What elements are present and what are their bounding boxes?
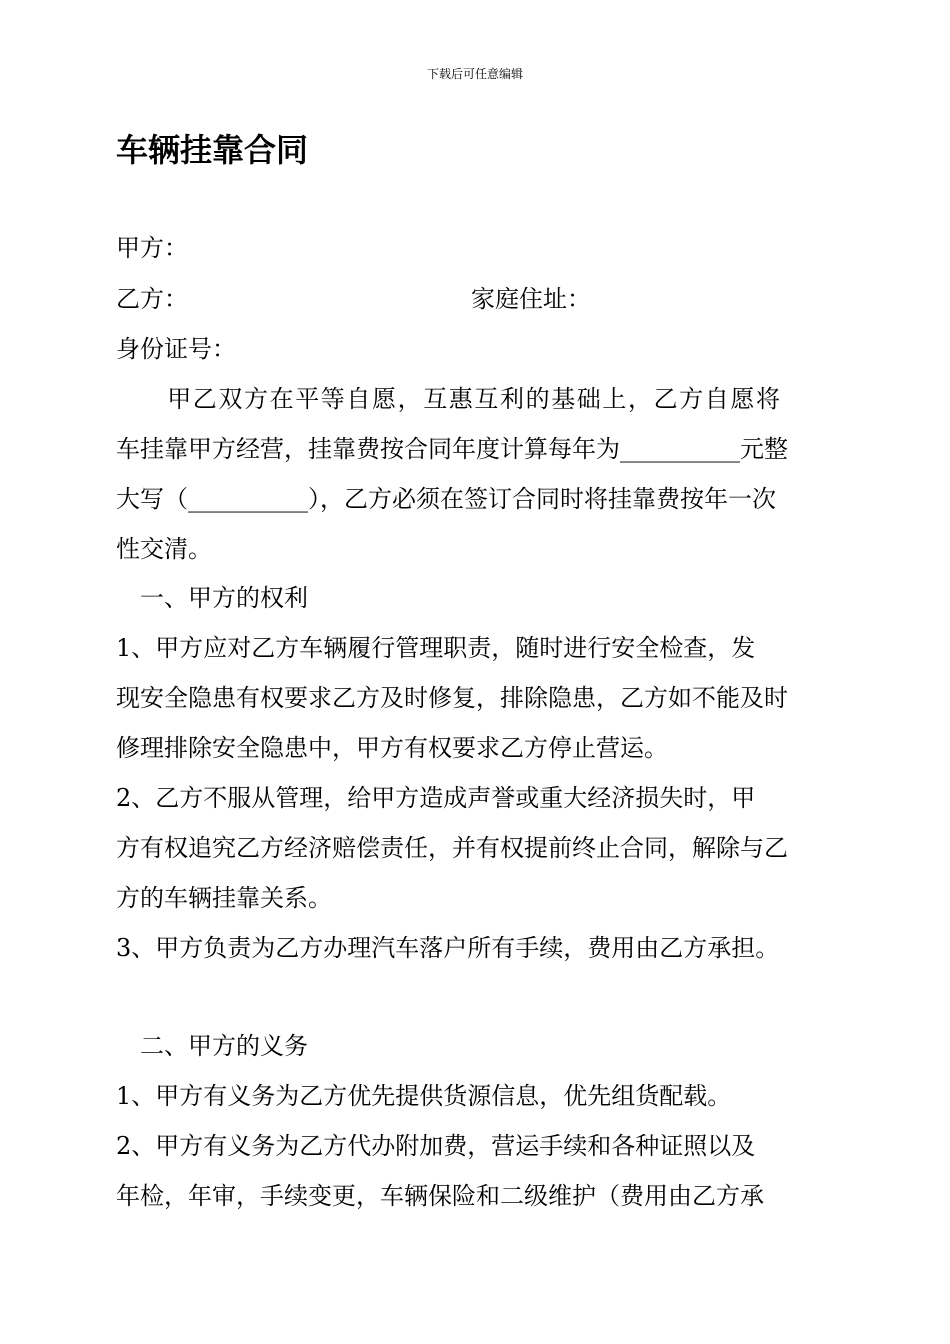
id-number-label: 身份证号： xyxy=(116,335,236,363)
party-a-label: 甲方： xyxy=(116,234,188,262)
home-address-label: 家庭住址： xyxy=(471,285,591,313)
intro-line: 甲乙双方在平等自愿，互惠互利的基础上，乙方自愿将 xyxy=(116,385,782,413)
clause-line: 方有权追究乙方经济赔偿责任，并有权提前终止合同，解除与乙 xyxy=(116,834,788,862)
clause-line: 3、甲方负责为乙方办理汽车落户所有手续，费用由乙方承担。 xyxy=(116,934,780,962)
clause-line: 修理排除安全隐患中，甲方有权要求乙方停止营运。 xyxy=(116,734,668,762)
section-heading: 二、甲方的义务 xyxy=(116,1032,308,1060)
clause-line: 1、甲方有义务为乙方优先提供货源信息，优先组货配载。 xyxy=(116,1082,732,1110)
intro-line: 车挂靠甲方经营，挂靠费按合同年度计算每年为__________元整 xyxy=(116,435,788,463)
intro-line: 大写（__________），乙方必须在签订合同时将挂靠费按年一次 xyxy=(116,485,776,513)
clause-line: 1、甲方应对乙方车辆履行管理职责，随时进行安全检查，发 xyxy=(116,634,756,662)
clause-line: 年检，年审，手续变更，车辆保险和二级维护（费用由乙方承 xyxy=(116,1182,764,1210)
section-heading: 一、甲方的权利 xyxy=(116,584,308,612)
page-header-note: 下载后可任意编辑 xyxy=(426,67,523,81)
document-title: 车辆挂靠合同 xyxy=(116,131,309,169)
party-b-label: 乙方： xyxy=(116,285,188,313)
clause-line: 2、乙方不服从管理，给甲方造成声誉或重大经济损失时，甲 xyxy=(116,784,756,812)
clause-line: 现安全隐患有权要求乙方及时修复，排除隐患，乙方如不能及时 xyxy=(116,684,788,712)
clause-line: 方的车辆挂靠关系。 xyxy=(116,884,332,912)
intro-line: 性交清。 xyxy=(116,535,212,563)
clause-line: 2、甲方有义务为乙方代办附加费，营运手续和各种证照以及 xyxy=(116,1132,756,1160)
